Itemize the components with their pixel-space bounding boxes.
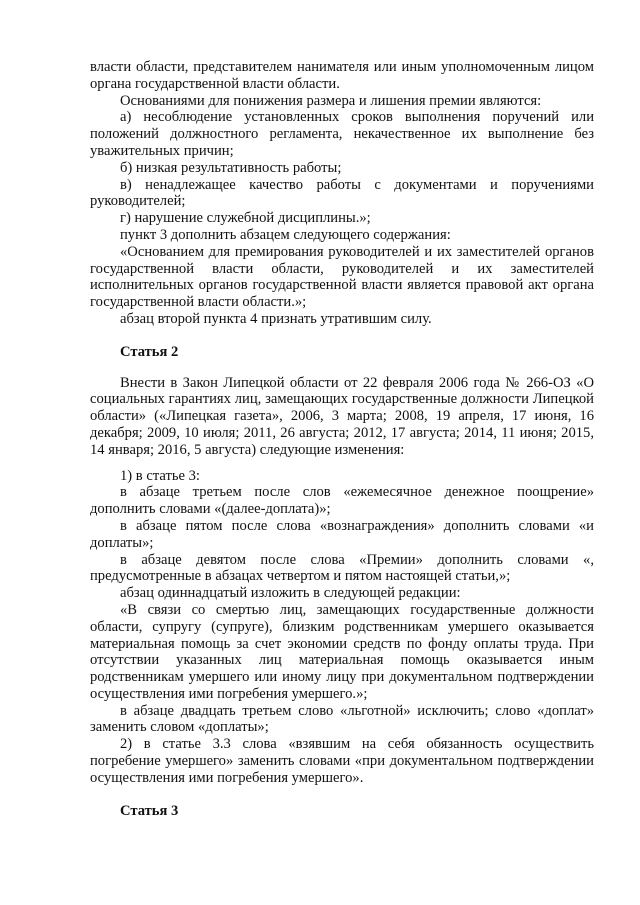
article-2-paragraph-6: в абзаце двадцать третьем слово «льготной» исключить; слово «доплат» заменить словом «доплаты»; [90,702,594,736]
article-2-intro: Внести в Закон Липецкой области от 22 февраля 2006 года № 266-ОЗ «О социальных гарантиях лиц, замещающих государственные должности Липецкой области» («Липецкая газета», 2006, 3 марта; 2008, 19 апреля, 17 июня, 16 декабря; 2009, 10 июля; 2011, 26 августа; 2012, 17 августа; 2014, 11 июня; 2015, 14 января; 2016, 5 августа) следующие изменения: [90,374,594,458]
paragraph-quote: «Основанием для премирования руководителей и их заместителей органов государственной власти области, руководителей и их заместителей исполнительных органов государственной власти является правовой акт органа государственной власти области.»; [90,243,594,311]
article-2-heading: Статья 2 [120,343,179,360]
document-body [90,59,594,833]
paragraph-point3: пункт 3 дополнить абзацем следующего содержания: [120,226,451,243]
article-2-item1: 1) в статье 3: [120,467,200,484]
article-2-paragraph-5: «В связи со смертью лиц, замещающих государственные должности области, супругу (супруге), близким родственникам умершего оказывается материальная помощь за счет экономии средств по фонду оплаты труда. При отсутствии указанных лиц материальная помощь оказывается иным родственникам умершего или иному лицу при документальном подтверждении осуществления ими погребения умершего.»; [90,601,594,702]
paragraph-continuation: власти области, представителем нанимателя или иным уполномоченным лицом органа государственной власти области. [90,59,594,92]
list-item-a: а) несоблюдение установленных сроков выполнения поручений или положений должностного регламента, некачественное их выполнение без уважительных причин; [90,109,594,159]
article-2-paragraph-1: в абзаце третьем после слов «ежемесячное денежное поощрение» дополнить словами «(далее-доплата)»; [90,484,594,518]
article-2-paragraph-2: в абзаце пятом после слова «вознаграждения» дополнить словами «и доплаты»; [90,517,594,551]
article-2-paragraph-4: абзац одиннадцатый изложить в следующей редакции: [120,585,461,602]
article-2-item2: 2) в статье 3.3 слова «взявшим на себя обязанность осуществить погребение умершего» заменить словами «при документальном подтверждении осуществления ими погребения умершего». [90,736,594,786]
list-item-v: в) ненадлежащее качество работы с документами и поручениями руководителей; [90,176,594,210]
spacer [90,459,594,468]
paragraph-point4: абзац второй пункта 4 признать утратившим силу. [120,310,432,327]
list-item-g: г) нарушение служебной дисциплины.»; [120,210,371,227]
list-item-b: б) низкая результативность работы; [120,159,342,176]
paragraph-grounds-intro: Основаниями для понижения размера и лишения премии являются: [120,92,542,109]
article-2-paragraph-3: в абзаце девятом после слова «Премии» дополнить словами «, предусмотренные в абзацах четвертом и пятом настоящей статьи,»; [90,551,594,585]
article-3-heading: Статья 3 [120,802,179,819]
